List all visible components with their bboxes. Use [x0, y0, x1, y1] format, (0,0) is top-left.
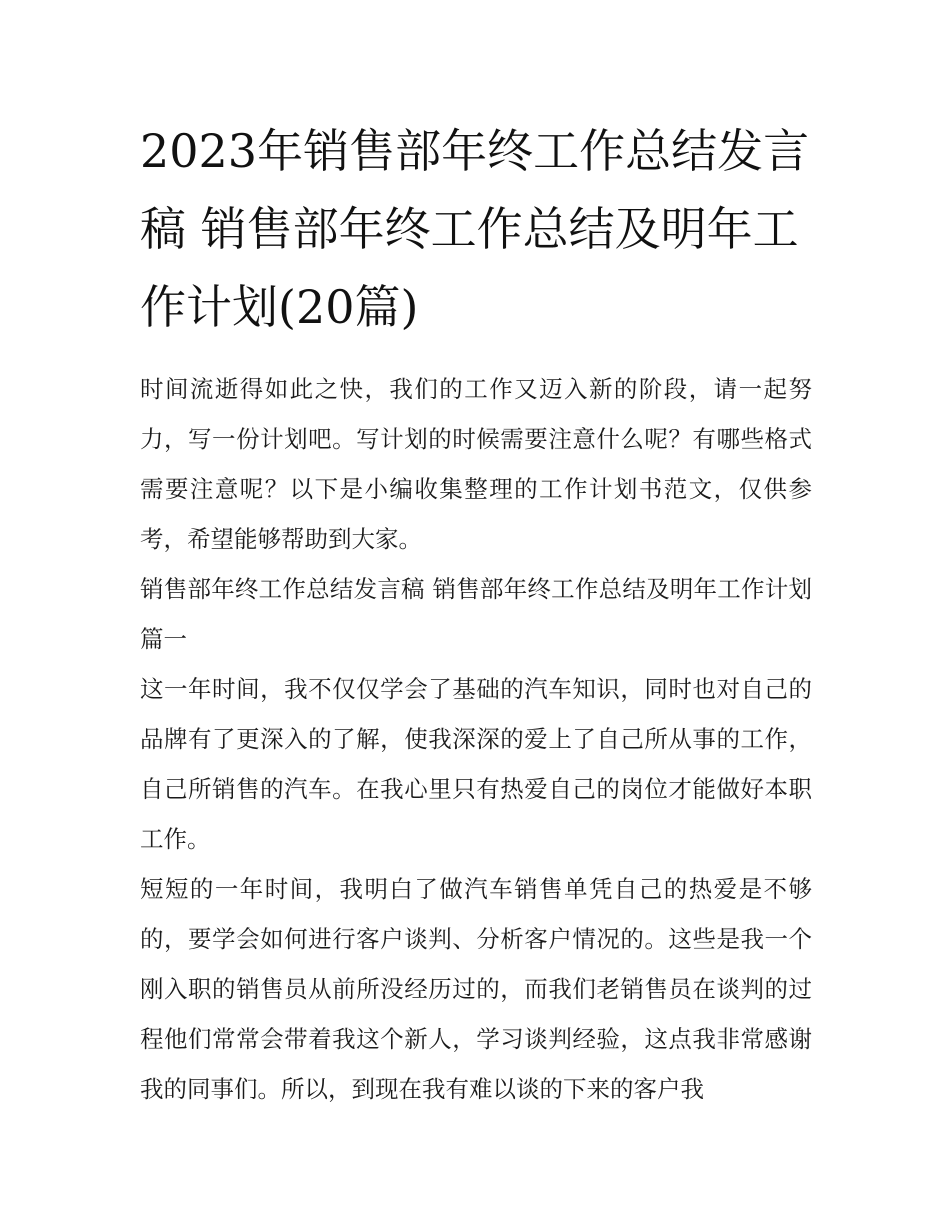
- section-heading: 销售部年终工作总结发言稿 销售部年终工作总结及明年工作计划篇一: [140, 575, 812, 653]
- body-paragraph: 这一年时间，我不仅仅学会了基础的汽车知识，同时也对自己的品牌有了更深入的了解，使我深深的爱上了自己所从事的工作，自己所销售的汽车。在我心里只有热爱自己的岗位才能做好本职工作。: [140, 675, 812, 853]
- document-title: 2023年销售部年终工作总结发言稿 销售部年终工作总结及明年工作计划(20篇): [140, 124, 810, 334]
- intro-paragraph: 时间流逝得如此之快，我们的工作又迈入新的阶段，请一起努力，写一份计划吧。写计划的时候需要注意什么呢？有哪些格式需要注意呢？以下是小编收集整理的工作计划书范文，仅供参考，希望能够帮助到大家。: [140, 375, 812, 553]
- document-page: [140, 112, 812, 1114]
- body-paragraph: 短短的一年时间，我明白了做汽车销售单凭自己的热爱是不够的，要学会如何进行客户谈判、分析客户情况的。这些是我一个刚入职的销售员从前所没经历过的，而我们老销售员在谈判的过程他们常常会带着我这个新人，学习谈判经验，这点我非常感谢我的同事们。所以，到现在我有难以谈的下来的客户我: [140, 875, 812, 1103]
